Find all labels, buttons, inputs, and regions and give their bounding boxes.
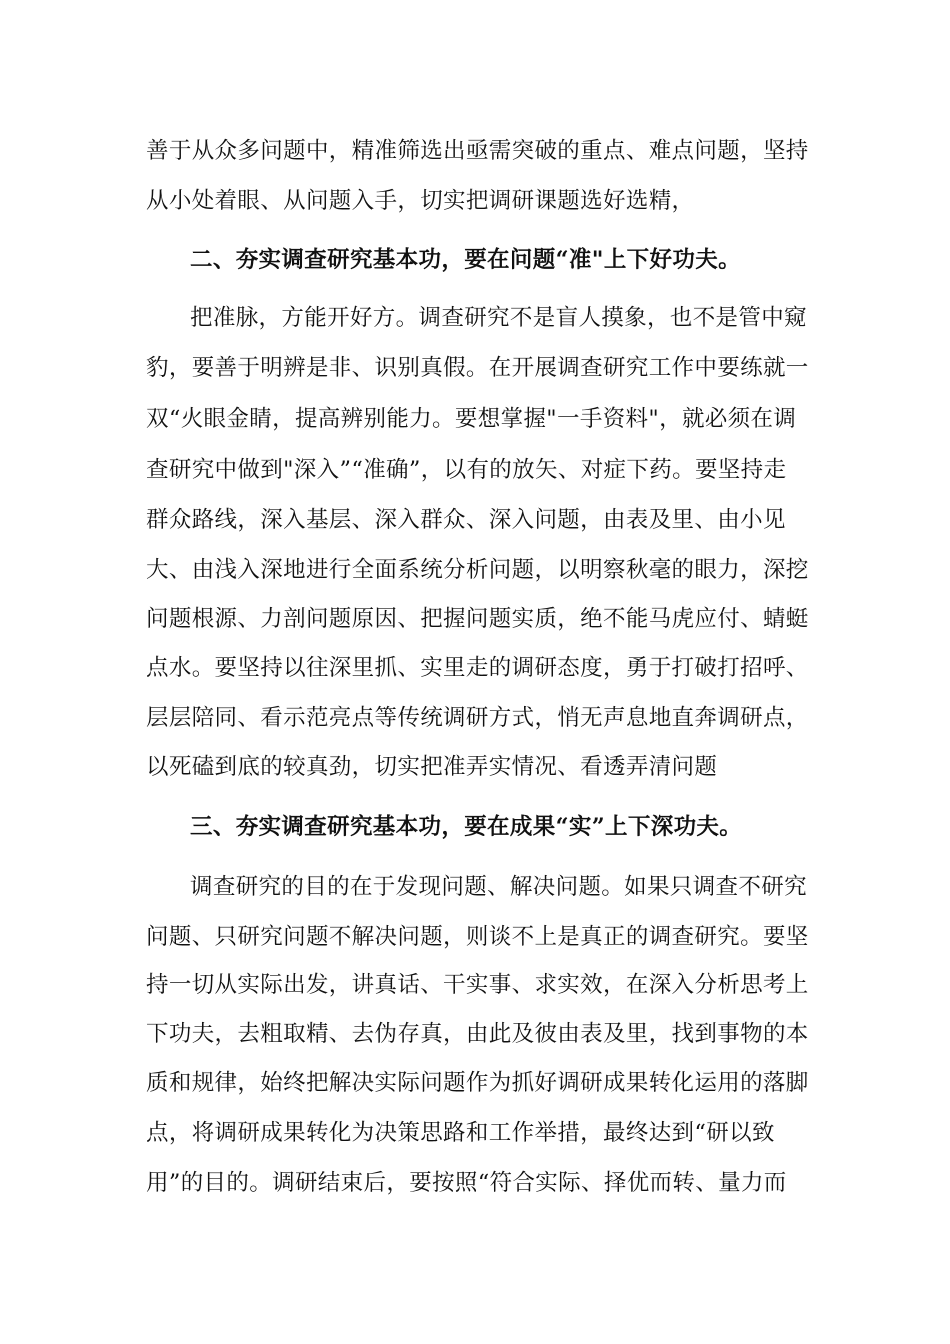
paragraph-line: 调查研究的目的在于发现问题、解决问题。如果只调查不研究 bbox=[190, 874, 807, 900]
paragraph-line: 点，将调研成果转化为决策思路和工作举措，最终达到“研以致 bbox=[146, 1120, 775, 1146]
section-heading-2: 二、夯实调查研究基本功，要在问题“准"上下好功夫。 bbox=[190, 247, 741, 273]
paragraph-line: 下功夫，去粗取精、去伪存真，由此及彼由表及里，找到事物的本 bbox=[146, 1021, 809, 1047]
paragraph-line: 从小处着眼、从问题入手，切实把调研课题选好选精， bbox=[146, 188, 695, 214]
paragraph-line: 群众路线，深入基层、深入群众、深入问题，由表及里、由小见 bbox=[146, 507, 786, 533]
paragraph-line: 质和规律，始终把解决实际问题作为抓好调研成果转化运用的落脚 bbox=[146, 1070, 809, 1096]
paragraph-line: 双“火眼金睛，提高辨别能力。要想掌握"一手资料"，就必须在调 bbox=[146, 406, 797, 432]
paragraph-line: 查研究中做到"深入”“准确”，以有的放矢、对症下药。要坚持走 bbox=[146, 457, 787, 483]
paragraph-line: 豹，要善于明辨是非、识别真假。在开展调查研究工作中要练就一 bbox=[146, 355, 809, 381]
paragraph-line: 大、由浅入深地进行全面系统分析问题，以明察秋毫的眼力，深挖 bbox=[146, 557, 809, 583]
paragraph-line: 持一切从实际出发，讲真话、干实事、求实效，在深入分析思考上 bbox=[146, 972, 809, 998]
paragraph-line: 点水。要坚持以往深里抓、实里走的调研态度，勇于打破打招呼、 bbox=[146, 655, 809, 681]
paragraph-line: 用”的目的。调研结束后，要按照“符合实际、择优而转、量力而 bbox=[146, 1170, 787, 1196]
paragraph-line: 善于从众多问题中，精准筛选出亟需突破的重点、难点问题，坚持 bbox=[146, 138, 809, 164]
paragraph-line: 问题根源、力剖问题原因、把握问题实质，绝不能马虎应付、蜻蜓 bbox=[146, 606, 809, 632]
paragraph-line: 问题、只研究问题不解决问题，则谈不上是真正的调查研究。要坚 bbox=[146, 924, 809, 950]
paragraph-line: 以死磕到底的较真劲，切实把准弄实情况、看透弄清问题 bbox=[146, 754, 718, 780]
paragraph-line: 层层陪同、看示范亮点等传统调研方式，悄无声息地直奔调研点， bbox=[146, 705, 809, 731]
paragraph-line: 把准脉，方能开好方。调查研究不是盲人摸象，也不是管中窥 bbox=[190, 305, 807, 331]
section-heading-3: 三、夯实调查研究基本功，要在成果“实”上下深功夫。 bbox=[190, 814, 743, 840]
